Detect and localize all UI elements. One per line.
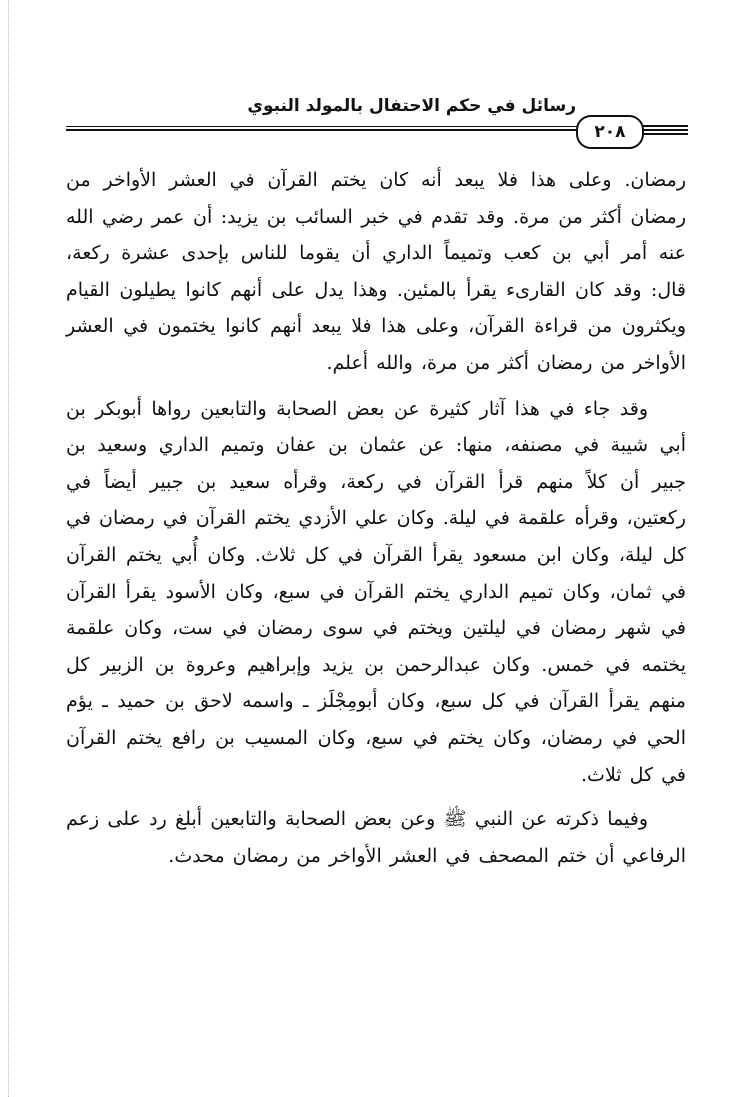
header-rule-thick <box>66 129 586 131</box>
body-text <box>66 162 686 874</box>
page-number-ornament <box>642 125 688 137</box>
header-rule-thin <box>66 126 586 127</box>
paragraph-3: وفيما ذكرته عن النبي ﷺ وعن بعض الصحابة والتابعين أبلغ رد على زعم الرفاعي أن ختم المصحف في العشر الأواخر من رمضان محدث. <box>66 808 686 867</box>
paragraph-2: وقد جاء في هذا آثار كثيرة عن بعض الصحابة والتابعين رواها أبوبكر بن أبي شيبة في مصنفه، منها: عن عثمان بن عفان وتميم الداري وسعيد بن جبير أن كلاً منهم قرأ القرآن في ركعة، وقرأه سعيد بن جبير أيضاً في ركعتين، وقرأه علقمة في ليلة. وكان علي الأزدي يختم القرآن في رمضان في كل ليلة، وكان ابن مسعود يقرأ القرآن في كل ثلاث. وكان أُبي يختم القرآن في ثمان، وكان تميم الداري يختم القرآن في سبع، وكان الأسود يقرأ القرآن في شهر رمضان في ليلتين ويختم في سوى رمضان في ست، وكان علقمة يختمه في خمس. وكان عبدالرحمن بن يزيد وإبراهيم وعروة بن الزبير كل منهم يقرأ القرآن في كل سبع، وكان أبومِجْلَز ـ واسمه لاحق بن حميد ـ يؤم الحي في رمضان، وكان يختم في سبع، وكان المسيب بن رافع يختم القرآن في كل ثلاث. <box>66 397 686 786</box>
page-header <box>66 94 686 154</box>
page-edge-dots <box>8 0 9 1097</box>
page-number: ٢٠٨ <box>576 115 644 149</box>
paragraph-1: رمضان. وعلى هذا فلا يبعد أنه كان يختم القرآن في العشر الأواخر من رمضان أكثر من مرة. وقد تقدم في خبر السائب بن يزيد: أن عمر رضي الله عنه أمر أبي بن كعب وتميماً الداري أن يقوما للناس بإحدى عشرة ركعة، قال: وقد كان القارىء يقرأ بالمئين. وهذا يدل على أنهم كانوا يطيلون القيام ويكثرون من قراءة القرآن، وعلى هذا فلا يبعد أنهم كانوا يختمون في العشر الأواخر من رمضان أكثر من مرة، والله أعلم. <box>66 169 686 374</box>
running-title: رسائل في حكم الاحتفال بالمولد النبوي <box>247 96 576 116</box>
